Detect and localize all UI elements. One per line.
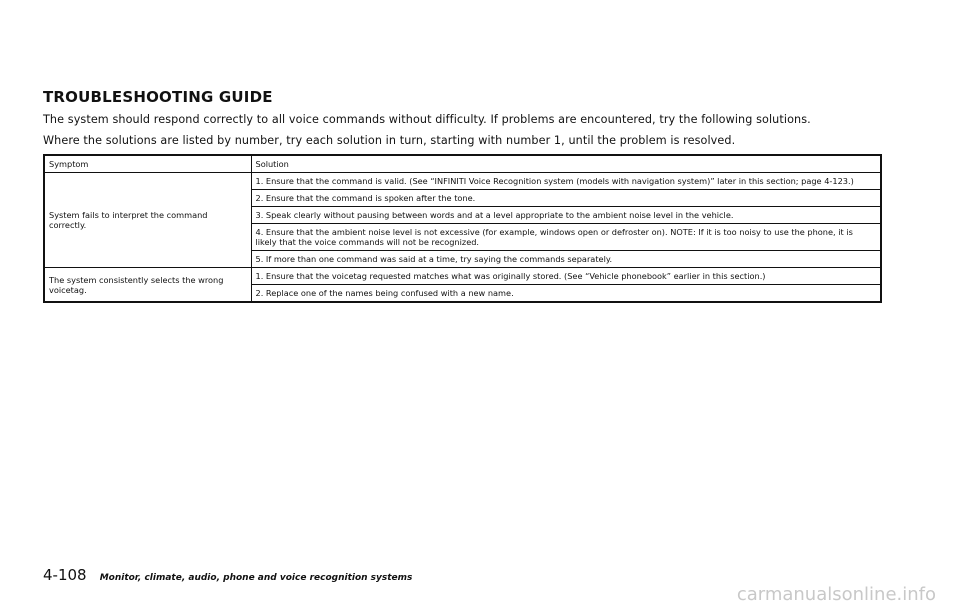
symptom-cell: System fails to interpret the command correctly. (44, 173, 251, 268)
solution-cell: 1. Ensure that the command is valid. (See “INFINITI Voice Recognition system (models with navigation system)” later in this section; page 4-123.) (251, 173, 881, 190)
header-symptom: Symptom (44, 155, 251, 173)
solution-cell: 4. Ensure that the ambient noise level is not excessive (for example, windows open or defroster on). NOTE: If it is too noisy to use the phone, it is likely that the voice commands will not be recognized. (251, 224, 881, 251)
symptom-cell: The system consistently selects the wrong voicetag. (44, 268, 251, 303)
solution-cell: 1. Ensure that the voicetag requested matches what was originally stored. (See “Vehicle phonebook” earlier in this section.) (251, 268, 881, 285)
troubleshooting-table (43, 154, 882, 303)
page-number: 4-108 (43, 566, 87, 584)
solution-cell: 3. Speak clearly without pausing between words and at a level appropriate to the ambient noise level in the vehicle. (251, 207, 881, 224)
chapter-title: Monitor, climate, audio, phone and voice recognition systems (99, 573, 413, 583)
page-title: TROUBLESHOOTING GUIDE (43, 88, 273, 106)
page-footer (43, 565, 412, 584)
watermark: carmanualsonline.info (736, 584, 936, 605)
table-row (44, 268, 881, 285)
solution-cell: 5. If more than one command was said at a time, try saying the commands separately. (251, 251, 881, 268)
solution-cell: 2. Ensure that the command is spoken after the tone. (251, 190, 881, 207)
table-row (44, 173, 881, 190)
table-header-row (44, 155, 881, 173)
header-solution: Solution (251, 155, 881, 173)
intro-paragraph: The system should respond correctly to all voice commands without difficulty. If problems are encountered, try the following solutions. (43, 113, 811, 126)
solution-cell: 2. Replace one of the names being confused with a new name. (251, 285, 881, 303)
intro-paragraph: Where the solutions are listed by number, try each solution in turn, starting with number 1, until the problem is resolved. (43, 134, 736, 147)
